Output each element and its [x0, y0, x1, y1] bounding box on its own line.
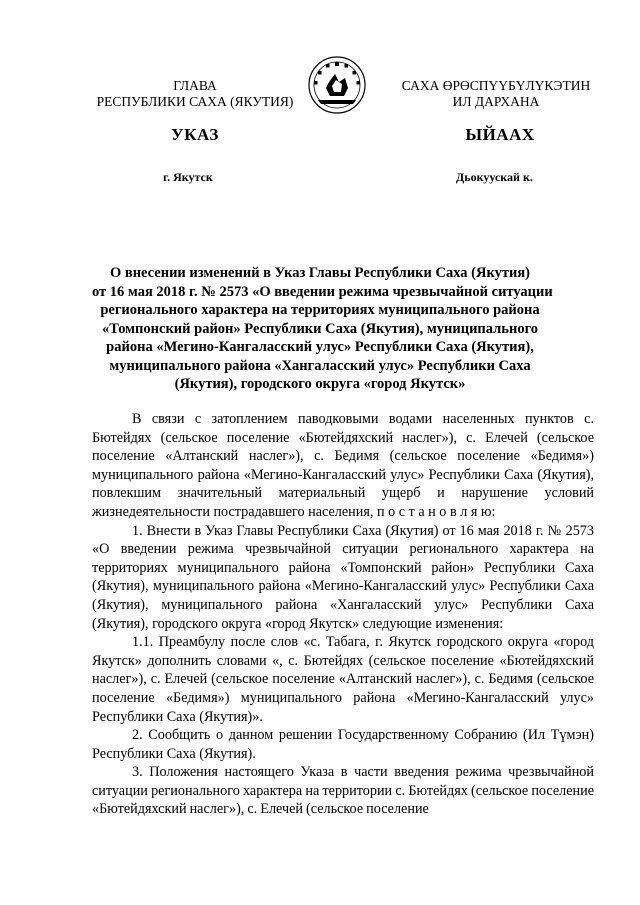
item-1-1-paragraph: 1.1. Преамбулу после слов «с. Табага, г. Якутск городского округа «город Якутск» дополнить словами «, с. Бютейдях (сельское поселение «Бютейдяхский наслег»), с. Елечей (сельское поселение «Алтанский наслег»), с. Бедимя (сельское поселение «Бедимя») муниципального района «Мегино-Кангаласский улус» Республики Саха (Якутия)». [92, 634, 594, 725]
place-sah: Дьокуускай к. [456, 170, 533, 184]
issuer-sah [392, 78, 600, 110]
document-type-ru: УКАЗ [171, 125, 219, 144]
title-line: муниципального района «Хангаласский улус» Республики Саха [109, 357, 531, 374]
item-1-paragraph: 1. Внести в Указ Главы Республики Саха (Якутия) от 16 мая 2018 г. № 2573 «О введении режима чрезвычайной ситуации регионального характера на территориях муниципального района «Томпонский район» Республики Саха (Якутия), муниципального района «Мегино-Кангаласский улус» Республики Саха (Якутия), муниципального района «Хангаласский улус» Республики Саха (Якутия), городского округа «город Якутск» следующие изменения: [92, 522, 594, 632]
preamble-paragraph: В связи с затоплением паводковыми водами населенных пунктов с. Бютейдях (сельское поселение «Бютейдяхский наслег»), с. Елечей (сельское поселение «Алтанский наслег»), с. Бедимя (сельское поселение «Бедимя») муниципального района «Мегино-Кангаласский улус» Республики Саха (Якутия), повлекшим значительный материальный ущерб и нарушение условий жизнедеятельности пострадавшего населения, п о с т а н о в л я ю: [92, 411, 594, 520]
item-3-paragraph: 3. Положения настоящего Указа в части введения режима чрезвычайной ситуации регионального характера на территории с. Бютейдях (сельское поселение «Бютейдяхский наслег»), с. Елечей (сельское поселение [92, 764, 594, 818]
issuer-ru-line2: РЕСПУБЛИКИ САХА (ЯКУТИЯ) [96, 94, 294, 109]
place-ru: г. Якутск [163, 170, 213, 184]
document-body [92, 410, 594, 819]
title-line: регионального характера на территориях муниципального района [100, 302, 540, 318]
issuer-sah-line1: САХА ӨРӨСПҮҮБҮЛҮКЭТИН [401, 78, 591, 93]
yakutia-coat-of-arms-icon [308, 56, 366, 114]
issuer-sah-line2: ИЛ ДАРХАНА [452, 94, 540, 109]
document-type-sah: ЫЙААХ [465, 125, 535, 144]
title-line: от 16 мая 2018 г. № 2573 «О введении режима чрезвычайной ситуации [92, 283, 553, 300]
title-line: (Якутия), городского округа «город Якутск» [174, 376, 466, 392]
issuer-ru-line1: ГЛАВА [173, 78, 217, 93]
title-line: района «Мегино-Кангаласский улус» Республики Саха (Якутия), [106, 339, 534, 355]
item-2-paragraph: 2. Сообщить о данном решении Государственному Собранию (Ил Түмэн) Республики Саха (Якутия). [92, 727, 594, 762]
document-title [92, 264, 553, 394]
title-line: О внесении изменений в Указ Главы Республики Саха (Якутия) [109, 265, 531, 281]
issuer-ru [80, 78, 310, 110]
title-line: «Томпонский район» Республики Саха (Якутия), муниципального [101, 320, 539, 337]
